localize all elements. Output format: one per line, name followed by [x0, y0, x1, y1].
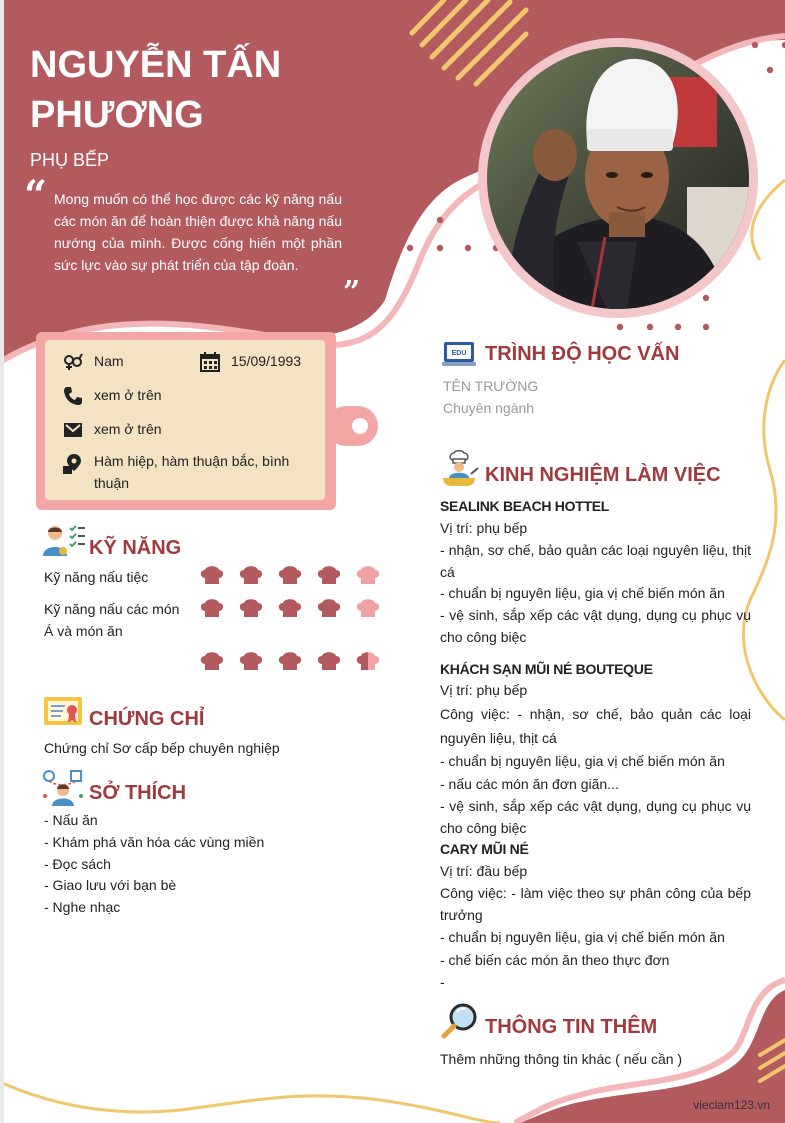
job-line: - vệ sinh, sắp xếp các vật dụng, dụng cụ phục vụ cho công biệc [440, 607, 751, 645]
birthday-value: 15/09/1993 [231, 353, 302, 369]
decor-dot [617, 324, 623, 330]
job-line: Vị trí: đầu bếp [440, 863, 528, 879]
chef-hat-rating-icon [238, 564, 264, 586]
job-line: - chế biến các món ăn theo thực đơn [440, 952, 670, 968]
email-icon [63, 420, 83, 440]
job-line: - nấu các món ăn đơn giãn... [440, 776, 619, 792]
chef-hat-rating-icon [238, 597, 264, 619]
decor-dot [407, 157, 413, 163]
decor-dot [767, 67, 773, 73]
skill-name-1: Kỹ năng nấu tiệc [44, 569, 149, 585]
location-icon [63, 454, 83, 474]
job-company: SEALINK BEACH HOTTEL [440, 498, 610, 514]
chef-hat-rating-icon [199, 650, 225, 672]
avatar [487, 47, 749, 309]
job-company: CARY MŨI NÉ [440, 841, 529, 857]
phone-icon [63, 386, 83, 406]
svg-text:EDU: EDU [451, 350, 467, 357]
chef-hat-rating-icon [199, 564, 225, 586]
experience-title: KINH NGHIỆM LÀM VIỆC [485, 464, 721, 486]
job-line: - vệ sinh, sắp xếp các vật dụng, dụng cụ phục vụ cho công biệc [440, 798, 751, 836]
decor-dot [647, 324, 653, 330]
chef-hat-rating-icon [355, 564, 381, 586]
info-card-handle-hole [352, 418, 368, 434]
job-line: - chuẩn bị nguyên liệu, gia vị chế biến món ăn [440, 753, 725, 769]
chef-hat-rating-icon [277, 597, 303, 619]
decor-dot [407, 187, 413, 193]
job-title: PHỤ BẾP [30, 150, 110, 170]
certificates-title: CHỨNG CHỈ [89, 708, 205, 730]
quote-open-icon: “ [24, 172, 48, 219]
chef-hat-rating-icon [277, 650, 303, 672]
decor-dot [407, 245, 413, 251]
hobby-item: - Đọc sách [44, 856, 111, 872]
decor-dot [407, 217, 413, 223]
chef-hat-rating-icon [355, 597, 381, 619]
hobbies-title: SỞ THÍCH [89, 782, 187, 804]
job-line: - nhận, sơ chế, bảo quản các loại nguyên liệu, thịt cá [440, 542, 751, 580]
candidate-name: NGUYỄN TẤN PHƯƠNG [30, 44, 282, 136]
footer-site: vieclam123.vn [693, 1098, 770, 1112]
job-line: Vị trí: phụ bếp [440, 520, 528, 536]
hobbies-icon [43, 770, 83, 806]
gender-icon [63, 352, 83, 372]
decor-dot [703, 324, 709, 330]
certificate-icon [43, 695, 83, 727]
quote-close-icon: ” [343, 275, 361, 310]
gender-value: Nam [94, 353, 124, 369]
chef-hat-rating-icon [316, 564, 342, 586]
hobby-item: - Nghe nhạc [44, 899, 121, 915]
chef-hat-rating-icon [238, 650, 264, 672]
address-value: Hàm hiệp, hàm thuận bắc, bình thuận [94, 453, 290, 491]
job-company: KHÁCH SẠN MŨI NÉ BOUTEQUE [440, 661, 653, 677]
extra-title: THÔNG TIN THÊM [485, 1016, 658, 1038]
job-line: - [440, 974, 445, 990]
school-name: TÊN TRƯỜNG [443, 378, 539, 394]
decor-dot [465, 245, 471, 251]
decor-dot [703, 295, 709, 301]
chef-hat-rating-icon [355, 650, 381, 672]
hobby-item: - Khám phá văn hóa các vùng miền [44, 834, 265, 850]
chef-hat-rating-icon [277, 564, 303, 586]
email-value: xem ở trên [94, 421, 162, 437]
chef-hat-rating-icon [316, 597, 342, 619]
hobby-item: - Giao lưu với bạn bè [44, 877, 177, 893]
job-line: Vị trí: phụ bếp [440, 682, 528, 698]
decor-dot [752, 15, 758, 21]
skills-icon [43, 524, 85, 556]
extra-text: Thêm những thông tin khác ( nếu cần ) [440, 1051, 683, 1067]
certificate-text: Chứng chỉ Sơ cấp bếp chuyên nghiệp [44, 740, 280, 756]
job-line: - chuẩn bị nguyên liệu, gia vị chế biến món ăn [440, 585, 725, 601]
skills-title: KỸ NĂNG [89, 537, 182, 559]
education-icon [442, 340, 476, 368]
chef-icon [441, 450, 479, 486]
skill-name-2: Kỹ năng nấu các món Á và món ăn [44, 601, 180, 639]
magnifier-icon [441, 1003, 479, 1039]
job-line: - chuẩn bị nguyên liệu, gia vị chế biến món ăn [440, 929, 725, 945]
bottom-curve [0, 1082, 500, 1123]
chef-hat-rating-icon [199, 597, 225, 619]
education-title: TRÌNH ĐỘ HỌC VẤN [485, 343, 680, 365]
decor-dot [752, 42, 758, 48]
job-line: Công việc: - nhận, sơ chế, bảo quản các loại nguyên liệu, thịt cá [440, 706, 751, 746]
career-objective: Mong muốn có thể học được các kỹ năng nấu các món ăn để hoàn thiện được khả năng nấu nướng của mình. Được cống hiến một phần sức lực vào sự phát triển của tập đoàn. [54, 191, 342, 273]
decor-dot [675, 324, 681, 330]
hobby-item: - Nấu ăn [44, 812, 98, 828]
decor-dot [437, 245, 443, 251]
calendar-icon [200, 352, 220, 372]
chef-hat-rating-icon [316, 650, 342, 672]
phone-value: xem ở trên [94, 387, 162, 403]
major-name: Chuyên ngành [443, 400, 535, 416]
job-line: Công việc: - làm việc theo sự phân công của bếp trưởng [440, 885, 751, 923]
left-edge [0, 0, 4, 1123]
decor-dot [437, 217, 443, 223]
